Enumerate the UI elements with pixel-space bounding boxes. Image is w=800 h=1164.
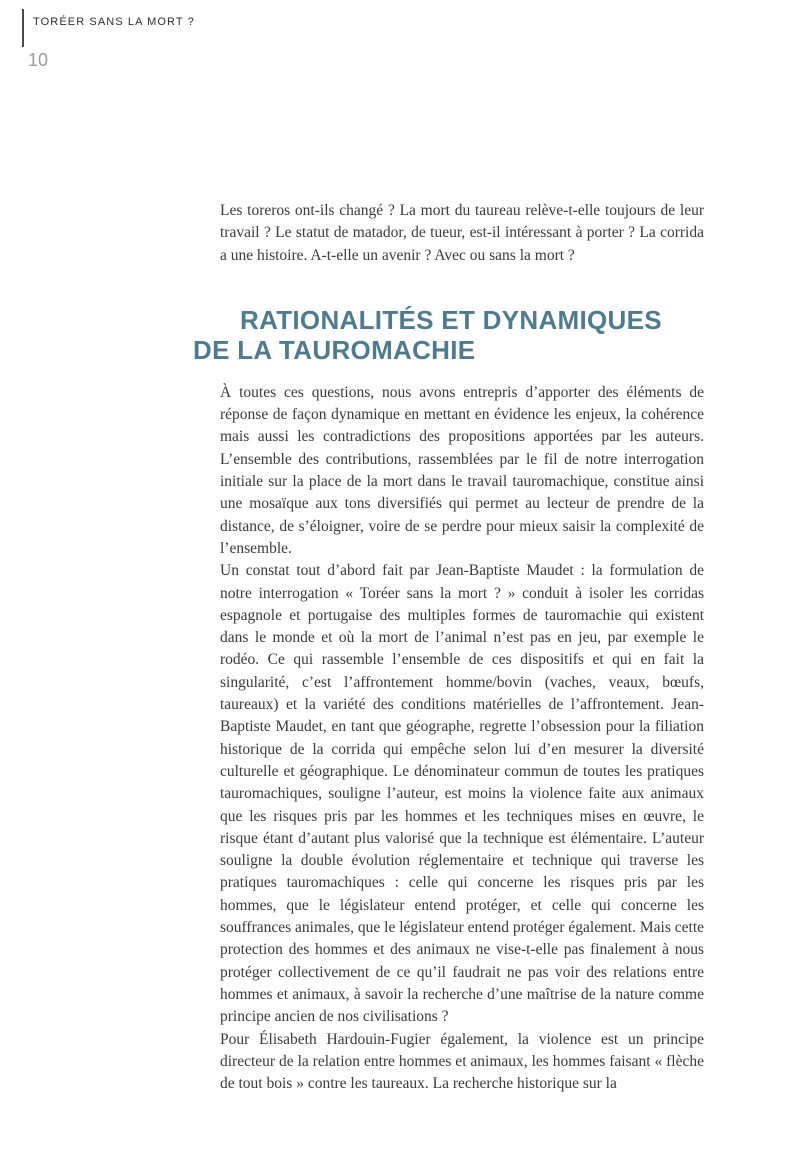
- body-paragraph-1: À toutes ces questions, nous avons entrepris d’apporter des éléments de réponse de façon dynamique en mettant en évidence les enjeux, la cohérence mais aussi les contradictions des propositions apportées par les auteurs. L’ensemble des contributions, rassemblées par le fil de notre interrogation initiale sur la place de la mort dans le travail tauromachique, constitue ainsi une mosaïque aux tons diversifiés qui permet au lecteur de prendre de la distance, de s’éloigner, voire de se perdre pour mieux saisir la complexité de l’ensemble.: [220, 383, 704, 557]
- section-heading-line2: DE LA TAUROMACHIE: [193, 334, 476, 365]
- section-heading-line1: RATIONALITÉS ET DYNAMIQUES: [240, 304, 662, 335]
- running-title: TORÉER SANS LA MORT ?: [33, 16, 195, 28]
- page-content: [193, 200, 704, 1095]
- body-paragraph-3: Pour Élisabeth Hardouin-Fugier également, la violence est un principe directeur de la relation entre hommes et animaux, les hommes faisant « flèche de tout bois » contre les taureaux. La recherche historique sur la: [220, 1030, 704, 1093]
- intro-paragraph: Les toreros ont-ils changé ? La mort du taureau relève-t-elle toujours de leur travail ? Le statut de matador, de tueur, est-il intéressant à porter ? La corrida a une histoire. A-t-elle un avenir ? Avec ou sans la mort ?: [220, 202, 704, 264]
- page-number: 10: [28, 50, 49, 70]
- body-paragraph-2: Un constat tout d’abord fait par Jean-Baptiste Maudet : la formulation de notre interrogation « Toréer sans la mort ? » conduit à isoler les corridas espagnole et portugaise des multiples formes de tauromachie qui existent dans le monde et où la mort de l’animal n’est pas en jeu, par exemple le rodéo. Ce qui rassemble l’ensemble de ces dispositifs et qui en fait la singularité, c’est l’affrontement homme/bovin (vaches, veaux, bœufs, taureaux) et la variété des conditions matérielles de l’affrontement. Jean-Baptiste Maudet, en tant que géographe, regrette l’obsession pour la filiation historique de la corrida qui empêche selon lui d’en mesurer la diversité culturelle et géographique. Le dénominateur commun de toutes les pratiques tauromachiques, souligne l’auteur, est moins la violence faite aux animaux que les risques pris par les hommes et les techniques mises en œuvre, le risque étant d’autant plus valorisé que la technique est élémentaire. L’auteur souligne la double évolution réglementaire et technique qui traverse les pratiques tauromachiques : celle qui concerne les risques pris par les hommes, que le législateur entend protéger, et celle qui concerne les souffrances animales, que le législateur entend protéger également. Mais cette protection des hommes et des animaux ne vise-t-elle pas finalement à nous protéger collectivement de ce qu’il faudrait ne pas voir des relations entre hommes et animaux, à savoir la recherche d’une maîtrise de la nature comme principe ancien de nos civilisations ?: [220, 562, 704, 1026]
- header-rule: [22, 9, 24, 47]
- section-heading: [193, 304, 704, 365]
